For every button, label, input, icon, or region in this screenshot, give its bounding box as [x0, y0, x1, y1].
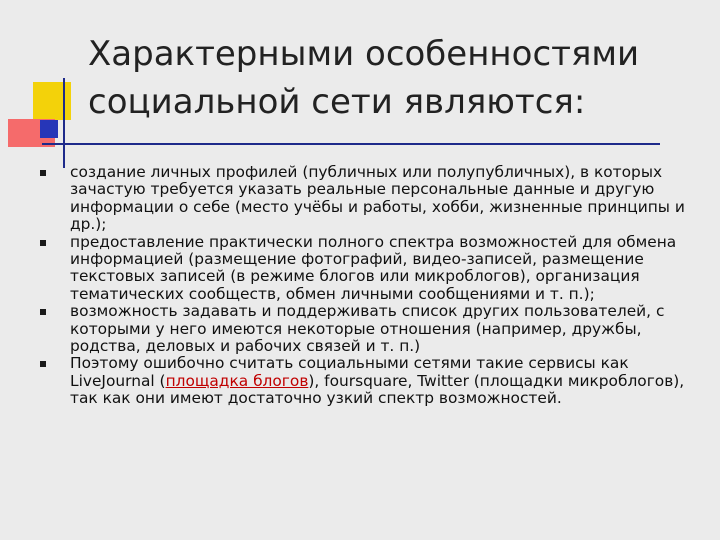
slide-title-line-2: социальной сети являются:: [88, 82, 586, 122]
square-bullet-icon: [40, 309, 46, 315]
square-bullet-icon: [40, 240, 46, 246]
blog-platform-link[interactable]: площадка блогов: [165, 371, 309, 390]
decor-vertical-rule: [63, 78, 65, 168]
bullet-text: создание личных профилей (публичных или полупубличных), в которых зачастую требуется указать реальные персональные данные и другую информации о себе (место учёбы и работы, хобби, жизненные принципы и др.);: [70, 163, 685, 234]
slide-title: [88, 30, 708, 126]
bullet-item-information-exchange: [38, 234, 698, 304]
bullet-item-contacts-list: [38, 303, 698, 355]
bullet-text: предоставление практически полного спектра возможностей для обмена информацией (размещение фотографий, видео-записей, размещение текстовых записей (в режиме блогов или микроблогов), организация тематических сообществ, обмен личными сообщениями и т. п.);: [70, 232, 677, 303]
bullet-item-profiles: [38, 164, 698, 234]
square-bullet-icon: [40, 170, 46, 176]
bullet-text-before-link: Поэтому ошибочно считать социальными сетями такие сервисы как LiveJournal (: [70, 354, 629, 390]
bullet-list: [38, 164, 698, 408]
title-underline-rule: [42, 143, 660, 145]
bullet-item-not-social-networks: [38, 355, 698, 407]
bullet-text: возможность задавать и поддерживать список других пользователей, с которыми у него имеются некоторые отношения (например, дружбы, родства, деловых и рабочих связей и т. п.): [70, 302, 665, 356]
decor-yellow-square: [33, 82, 71, 120]
square-bullet-icon: [40, 361, 46, 367]
bullet-text-after-link: ), foursquare, Twitter (площадки микроблогов), так как они имеют достаточно узкий спектр возможностей.: [70, 371, 685, 408]
slide-title-line-1: Характерными особенностями: [88, 34, 640, 74]
decor-blue-square: [40, 120, 58, 138]
